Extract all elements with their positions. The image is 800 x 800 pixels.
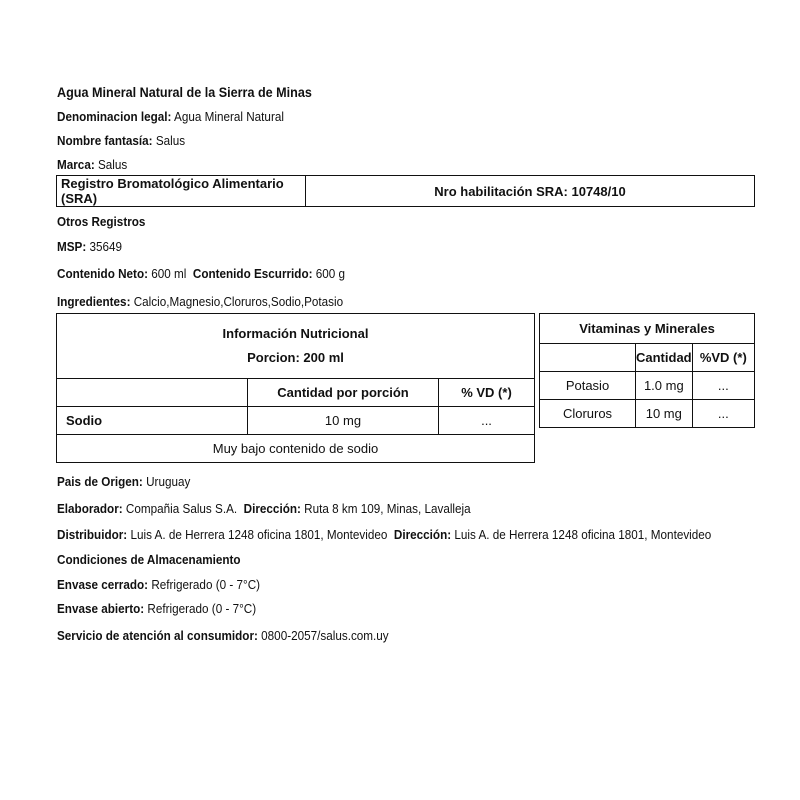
elaborador: Elaborador: Compañia Salus S.A. Dirección: Ruta 8 km 109, Minas, Lavalleja [57,501,471,516]
pais-origen: Pais de Origen: Uruguay [57,474,191,489]
nutrition-note: Muy bajo contenido de sodio [57,435,535,463]
table-row [540,400,755,428]
vitamins-header: Vitaminas y Minerales [540,314,755,344]
col-quantity-header: Cantidad por porción [248,379,439,407]
mineral-quantity: 10 mg [636,400,693,428]
denominacion-legal: Denominacion legal: Agua Mineral Natural [57,109,284,124]
sra-value: Nro habilitación SRA: 10748/10 [306,176,755,207]
condiciones-heading: Condiciones de Almacenamiento [57,552,241,567]
otros-registros-heading: Otros Registros [57,214,146,229]
nutrient-name: Sodio [57,407,248,435]
nutrition-table [56,313,535,463]
nutrition-header: Información Nutricional Porcion: 200 ml [57,314,535,379]
servicio-consumidor: Servicio de atención al consumidor: 0800-2057/salus.com.uy [57,628,389,643]
nombre-fantasia: Nombre fantasía: Salus [57,133,186,148]
product-title: Agua Mineral Natural de la Sierra de Minas [57,84,312,100]
envase-abierto: Envase abierto: Refrigerado (0 - 7°C) [57,601,257,616]
envase-cerrado: Envase cerrado: Refrigerado (0 - 7°C) [57,577,261,592]
msp: MSP: 35649 [57,239,123,254]
sra-label: Registro Bromatológico Alimentario (SRA) [57,176,306,207]
vit-col-vd: %VD (*) [692,344,754,372]
vitamins-table [539,313,755,428]
table-row [540,372,755,400]
table-row [57,407,535,435]
marca: Marca: Salus [57,157,128,172]
ingredientes: Ingredientes: Calcio,Magnesio,Cloruros,Sodio,Potasio [57,294,344,309]
mineral-vd: ... [692,372,754,400]
contenido: Contenido Neto: 600 ml Contenido Escurrido: 600 g [57,266,346,281]
mineral-quantity: 1.0 mg [636,372,693,400]
nutrient-quantity: 10 mg [248,407,439,435]
col-vd-header: % VD (*) [439,379,535,407]
distribuidor: Distribuidor: Luis A. de Herrera 1248 oficina 1801, Montevideo Dirección: Luis A. de Herrera 1248 oficina 1801, Montevideo [57,527,712,542]
mineral-vd: ... [692,400,754,428]
nutrient-vd: ... [439,407,535,435]
sra-registry-table [56,175,755,207]
mineral-name: Potasio [540,372,636,400]
vit-col-quantity: Cantidad [636,344,693,372]
mineral-name: Cloruros [540,400,636,428]
